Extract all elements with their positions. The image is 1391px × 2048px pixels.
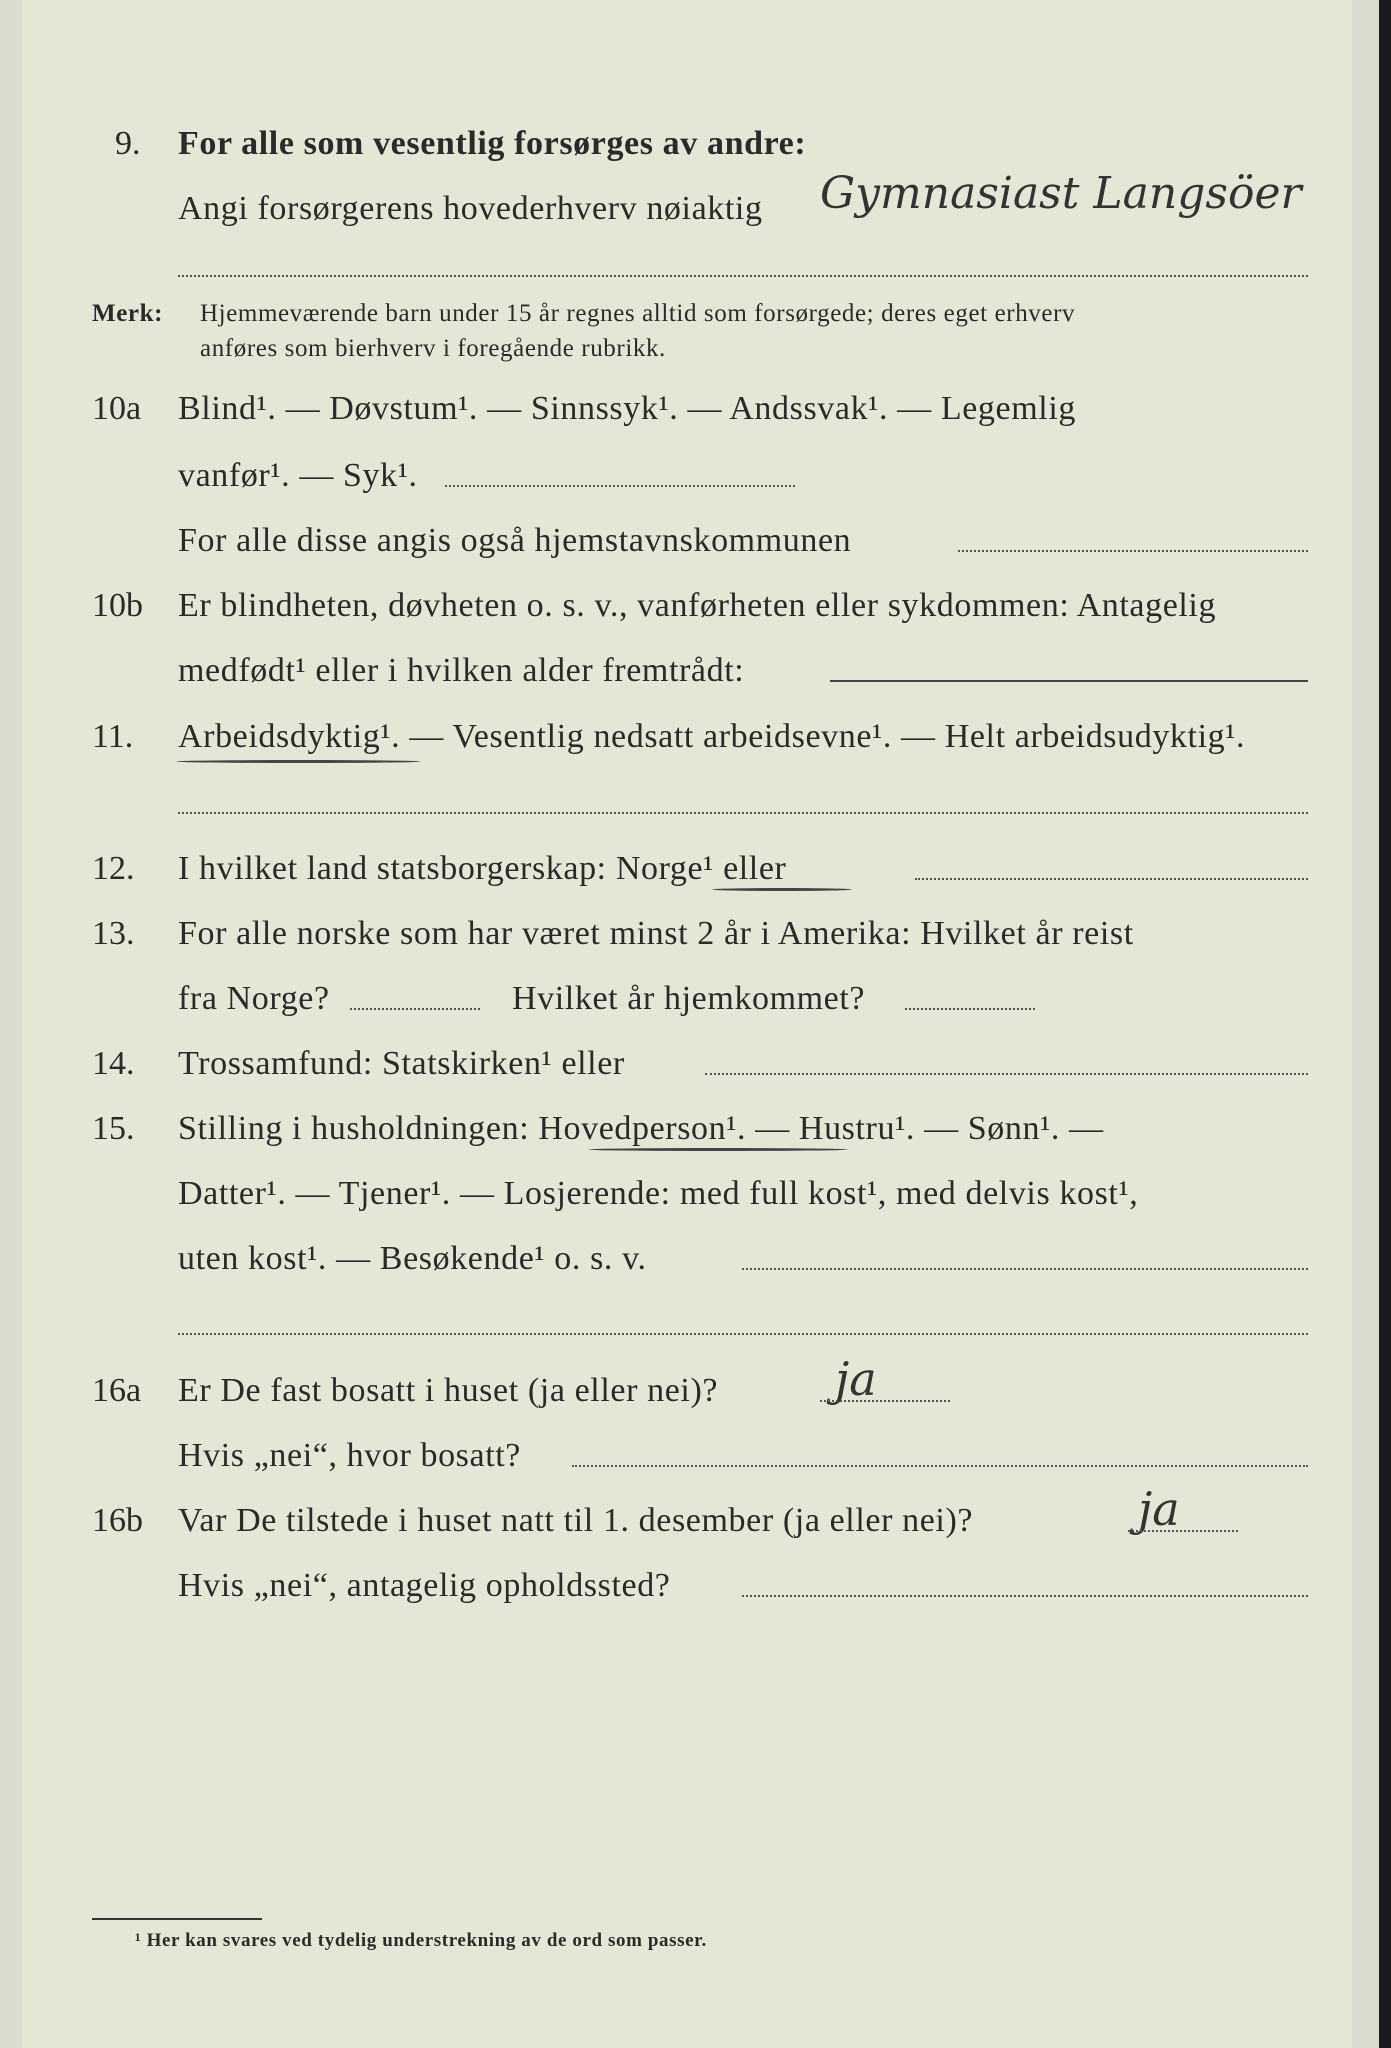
q11-number: 11.	[92, 718, 134, 755]
q10b-number: 10b	[92, 587, 143, 624]
q9-handwritten-answer: Gymnasiast Langsöer	[820, 168, 1302, 219]
q16b-handwritten-answer: ja	[1138, 1482, 1180, 1536]
q10b-answer-line	[830, 680, 1308, 682]
q16b-question-line2: Hvis „nei“, antagelig opholdssted?	[178, 1567, 671, 1604]
q15-answer-line	[742, 1268, 1308, 1270]
q9-answer-line	[178, 275, 1308, 277]
q16a-number: 16a	[92, 1372, 142, 1409]
q11-answer-line	[178, 812, 1308, 814]
q15-question-line1: Stilling i husholdningen: Hovedperson¹. — Hustru¹. — Sønn¹. —	[178, 1110, 1104, 1147]
q10a-question-line3: For alle disse angis også hjemstavnskommunen	[178, 522, 852, 559]
q15-selected-underline	[588, 1148, 848, 1151]
q15-question-line2: Datter¹. — Tjener¹. — Losjerende: med full kost¹, med delvis kost¹,	[178, 1175, 1139, 1212]
q15-extra-line	[178, 1333, 1308, 1335]
q9-question: For alle som vesentlig forsørges av andre:	[178, 125, 807, 162]
q15-question-line3: uten kost¹. — Besøkende¹ o. s. v.	[178, 1240, 647, 1277]
q10b-question-line1: Er blindheten, døvheten o. s. v., vanførheten eller sykdommen: Antagelig	[178, 587, 1217, 624]
q14-answer-line	[705, 1073, 1308, 1075]
q9-number: 9.	[115, 125, 141, 162]
q12-question: I hvilket land statsborgerskap: Norge¹ eller	[178, 850, 787, 887]
q10a-question-line2: vanfør¹. — Syk¹.	[178, 457, 418, 494]
q11-selected-underline	[176, 760, 421, 763]
q9-question-line2: Angi forsørgerens hovederhverv nøiaktig	[178, 190, 763, 227]
q14-number: 14.	[92, 1045, 135, 1082]
q13-number: 13.	[92, 915, 135, 952]
q10a-answer-line	[445, 485, 795, 487]
q14-question: Trossamfund: Statskirken¹ eller	[178, 1045, 625, 1082]
q12-selected-underline	[712, 888, 852, 891]
q16a-residence-line	[572, 1465, 1308, 1467]
q13-question-line2a: fra Norge?	[178, 980, 330, 1017]
q16a-answer-line	[820, 1400, 950, 1402]
q10b-question-line2: medfødt¹ eller i hvilken alder fremtrådt:	[178, 652, 745, 689]
q13-question-line2b: Hvilket år hjemkommet?	[512, 980, 866, 1017]
q16b-number: 16b	[92, 1502, 143, 1539]
q15-number: 15.	[92, 1110, 135, 1147]
q13-left-year-line	[350, 1008, 480, 1010]
merk-label: Merk:	[92, 300, 164, 327]
q13-question-line1: For alle norske som har været minst 2 år i Amerika: Hvilket år reist	[178, 915, 1134, 952]
q16b-answer-line	[1128, 1530, 1238, 1532]
footnote: ¹ Her kan svares ved tydelig understrekning av de ord som passer.	[135, 1930, 707, 1951]
q12-number: 12.	[92, 850, 135, 887]
footnote-rule	[92, 1918, 262, 1920]
q12-answer-line	[915, 878, 1308, 880]
q10a-hometown-line	[958, 550, 1308, 552]
q10a-question-line1: Blind¹. — Døvstum¹. — Sinnssyk¹. — Andssvak¹. — Legemlig	[178, 390, 1076, 427]
q13-return-year-line	[905, 1008, 1035, 1010]
page-edge	[1379, 0, 1391, 2048]
q16b-question-line1: Var De tilstede i huset natt til 1. desember (ja eller nei)?	[178, 1502, 974, 1539]
q16b-stay-line	[742, 1595, 1308, 1597]
merk-text-line2: anføres som bierhverv i foregående rubrikk.	[200, 335, 666, 362]
q16a-question-line2: Hvis „nei“, hvor bosatt?	[178, 1437, 521, 1474]
q16a-question-line1: Er De fast bosatt i huset (ja eller nei)?	[178, 1372, 719, 1409]
q11-question: Arbeidsdyktig¹. — Vesentlig nedsatt arbeidsevne¹. — Helt arbeidsudyktig¹.	[178, 718, 1246, 755]
merk-text-line1: Hjemmeværende barn under 15 år regnes alltid som forsørgede; deres eget erhverv	[200, 300, 1076, 327]
q16a-handwritten-answer: ja	[835, 1352, 877, 1406]
q10a-number: 10a	[92, 390, 142, 427]
